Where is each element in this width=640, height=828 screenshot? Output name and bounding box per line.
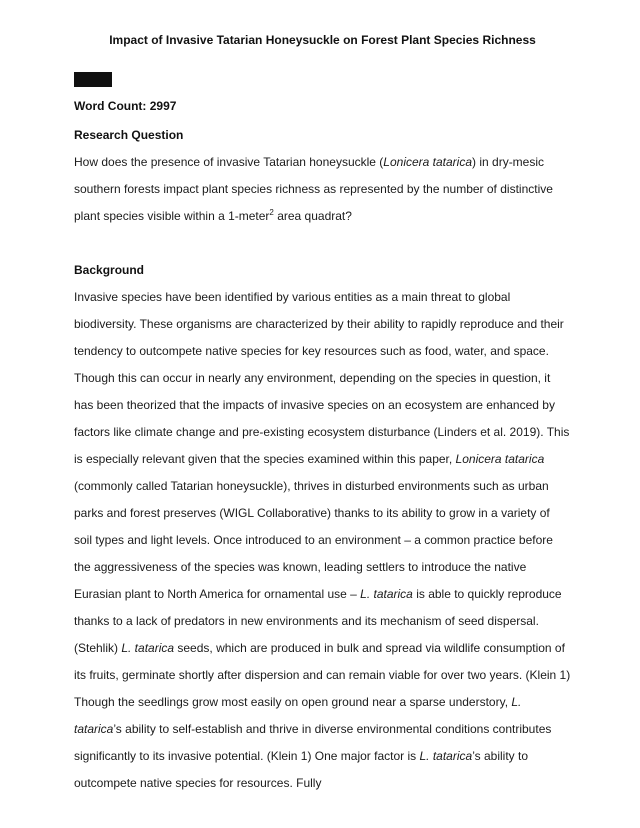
document-sections [74, 122, 571, 797]
redacted-author-name [74, 72, 112, 87]
paragraph [74, 149, 571, 230]
italic-species-name: L. tatarica [121, 641, 175, 655]
word-count: Word Count: 2997 [74, 99, 177, 113]
text-run: ’s ability to outcompete native species for resources. Fully [74, 749, 528, 790]
text-run: Invasive species have been identified by various entities as a main threat to global biodiversity. These organisms are characterized by their ability to rapidly reproduce and their tendency to outcompete native species for key resources such as food, water, and space. Though this can occur in nearly any environment, depending on the species in question, it has been theorized that the impacts of invasive species on an ecosystem are enhanced by factors like climate change and pre-existing ecosystem disturbance (Linders et al. 2019). This is especially relevant given that the species examined within this paper, [74, 290, 570, 466]
paragraph [74, 284, 571, 797]
italic-species-name: L. tatarica [419, 749, 473, 763]
document-section [74, 257, 571, 797]
italic-species-name: L. tatarica [360, 587, 413, 601]
italic-species-name: Lonicera tatarica [383, 155, 473, 169]
text-run: seeds, which are produced in bulk and spread via wildlife consumption of its fruits, germinate shortly after dispersion and can remain viable for over two years. (Klein 1) Though the seedlings grow most easily on open ground near a sparse understory, [74, 641, 571, 709]
text-run: (commonly called Tatarian honeysuckle), thrives in disturbed environments such as urban parks and forest preserves (WIGL Collaborative) thanks to its ability to grow in a variety of soil types and light levels. Once introduced to an environment – a common practice before the aggressiveness of the species was known, leading settlers to introduce the native Eurasian plant to North America for ornamental use – [74, 479, 553, 601]
section-heading: Research Question [74, 128, 184, 142]
text-run: ) in dry-mesic southern forests impact plant species richness as represented by the number of distinctive plant species visible within a 1-meter [74, 155, 553, 223]
text-run: ’s ability to self-establish and thrive in diverse environmental conditions contributes significantly to its invasive potential. (Klein 1) One major factor is [74, 722, 552, 763]
text-run: How does the presence of invasive Tatarian honeysuckle ( [74, 155, 384, 169]
text-run: area quadrat? [273, 209, 352, 223]
italic-species-name: Lonicera tatarica [455, 452, 545, 466]
superscript-text: 2 [269, 208, 274, 217]
italic-species-name: L. tatarica [74, 695, 522, 736]
text-run: is able to quickly reproduce thanks to a lack of predators in new environments and its mechanism of seed dispersal. (Stehlik) [74, 587, 562, 655]
document-title: Impact of Invasive Tatarian Honeysuckle on Forest Plant Species Richness [109, 33, 536, 47]
document-section [74, 122, 571, 230]
section-heading: Background [74, 263, 145, 277]
